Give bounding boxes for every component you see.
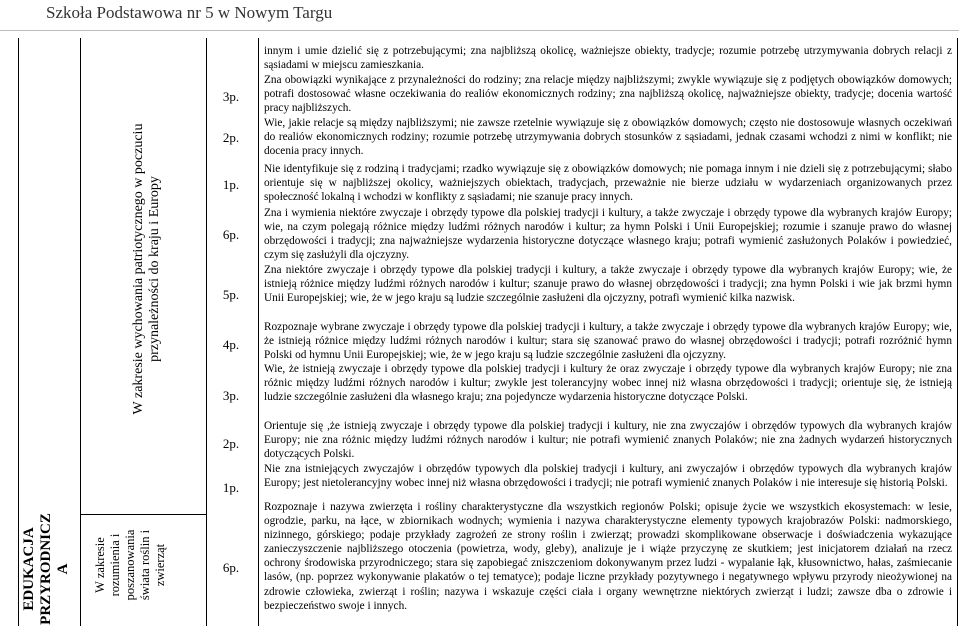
criteria-text: Zna obowiązki wynikające z przynależności do rodziny; zna relacje między najbliższymi; zwykle wywiązuje się z podjętych obowiązków domowych; potrafi dostosować własne oczekiwania do realiów ekonomicznych rodziny; zna najbliższą okolicę, najważniejsze obiekty, tradycje; docenia wartość pracy najbliższych. — [264, 74, 952, 115]
criteria-text: Nie zna istniejących zwyczajów i obrzędów typowych dla polskiej tradycji i kultury, ani zwyczajów i obrzędów typowych dla wybranych krajów Europy; jest nietolerancyjny wobec innej niż własna obrzędowości i tradycji; nie potrafi wymienić znanych Polaków i nie interesuje się historią Polski. — [264, 463, 952, 490]
criteria-text: Zna i wymienia niektóre zwyczaje i obrzędy typowe dla polskiej tradycji i kultury, a także zwyczaje i obrzędy typowe dla wybranych krajów Europy; wie, na czym polegają różnice między ludźmi różnych narodów i kultur; za hymn Polski i Unii Europejskiej; rozumie i szanuje prawo do własnej obrzędowości i tradycji; zna najważniejsze wydarzenia historyczne dotyczące własnego kraju; potrafi wymienić zasłużonych Polaków i powiedzieć, czym się zasłużyli dla ojczyzny. — [264, 207, 952, 262]
table-border-right — [957, 38, 958, 626]
grade-label: 3p. — [222, 388, 240, 403]
criteria-text: Orientuje się ,że istnieją zwyczaje i obrzędy typowe dla polskiej tradycji i kultury, nie zna zwyczajów i obrzędów typowych dla wybranych krajów Europy; nie zna różnic między ludźmi różnych narodów i kultur; nie potrafi wymienić znanych Polaków; nie zna żadnych wydarzeń historycznych dotyczących Polski. — [264, 420, 952, 461]
criteria-text: innym i umie dzielić się z potrzebującymi; zna najbliższą okolicę, ważniejsze obiekty, tradycje; rozumie potrzebę utrzymywania dobrych relacji z sąsiadami w miejscu zamieszkania. — [264, 45, 952, 72]
grade-label: 5p. — [222, 287, 240, 302]
table-border-left — [18, 38, 19, 626]
grade-label: 1p. — [222, 480, 240, 495]
grade-label: 2p. — [222, 436, 240, 451]
patriotic-education-label: W zakresie wychowania patriotycznego w poczuciu przynależności do kraju i Europy — [131, 123, 162, 415]
criteria-text: Zna niektóre zwyczaje i obrzędy typowe dla polskiej tradycji i kultury, a także zwyczaje i obrzędy typowe dla wybranych krajów Europy; wie, że istnieją różnice między ludźmi różnych narodów i kultur; szanuje prawo do własnej obrzędowości i tradycji; zna hymn Polski i wie jak brzmi hymn Unii Europejskiej; wie, że w jego kraju są ludzie szczególnie zasłużeni dla ojczyzny, potrafi wymienić kilka nazwisk. — [264, 264, 952, 305]
grade-label: 2p. — [222, 130, 240, 145]
column-divider-grade — [258, 38, 259, 626]
criteria-text: Wie, jakie relacje są między najbliższymi; nie zawsze rzetelnie wywiązuje się z obowiązków domowych; często nie dostosowuje własnych oczekiwań do realiów ekonomicznych rodziny; rozumie potrzebę utrzymywania dobrych stosunków z sąsiadami, jednak czasami wchodzi z nimi w konflikt; nie docenia pracy innych. — [264, 117, 952, 158]
criteria-text: Rozpoznaje i nazywa zwierzęta i rośliny charakterystyczne dla wszystkich regionów Polski; opisuje życie we wszystkich ekosystemach: w lesie, ogrodzie, parku, na łące, w zbiornikach wodnych; wymienia i nazywa charakterystyczne elementy typowych krajobrazów Polski: nadmorskiego, nizinnego, górskiego; podaje przykłady zagrożeń ze strony roślin i zwierząt; prowadzi skomplikowane obserwacje i doświadczenia wykazujące zanieczyszczenie najbliższego otoczenia (powietrza, wody, gleby), analizuje je i wiąże przyczynę ze skutkiem; jest inicjatorem działań na rzecz ochrony środowiska przyrodniczego; stara się zapobiegać zniszczeniom dokonywanym przez ludzi - wypalanie łąk, kłusownictwo, hałas, zaśmiecanie lasów, (np. poprzez wykonywanie plakatów o tej tematyce); podaje liczne przykłady pozytywnego i negatywnego wpływu przyrody nieożywionej na zdrowie człowieka, zwierząt i roślin; nazywa i wskazuje części ciała i organy wewnętrzne niektórych zwierząt i ludzi; zawsze dba o zdrowie i bezpieczeństwo swoje i innych. — [264, 501, 952, 612]
grade-label: 6p. — [222, 227, 240, 242]
nature-respect-label: W zakresie rozumienia i poszanowania świata roślin i zwierząt — [93, 529, 167, 601]
page-header-title: Szkoła Podstawowa nr 5 w Nowym Targu — [46, 3, 333, 22]
column-divider-area — [80, 38, 81, 626]
grade-label: 6p. — [222, 560, 240, 575]
education-area-label: EDUKACJA PRZYRODNICZ A — [21, 513, 71, 625]
column-divider-goal — [206, 38, 207, 626]
header-divider — [0, 30, 959, 31]
criteria-text: Rozpoznaje wybrane zwyczaje i obrzędy typowe dla polskiej tradycji i kultury, a także zwyczaje i obrzędy typowe dla wybranych krajów Europy; wie, że istnieją różnice między ludźmi różnych narodów i kultur; stara się szanować prawo do własnej obrzędowości i tradycji; potrafi rozróżnić hymn Polski od hymnu Unii Europejskiej; wie, że w jego kraju są ludzie szczególnie zasłużeni dla ojczyzny. — [264, 321, 952, 362]
criteria-text: Wie, że istnieją zwyczaje i obrzędy typowe dla polskiej tradycji i kultury że oraz zwyczaje i obrzędy typowe dla wybranych krajów Europy; nie zna różnic między ludźmi różnych narodów i kultur; zwykle jest tolerancyjny wobec innej niż własna obrzędowości i tradycji; orientuje się, że istnieją ludzie szczególnie zasłużeni dla własnego kraju; zna pojedyncze wydarzenia historyczne dotyczące Polski. — [264, 363, 952, 404]
grade-label: 1p. — [222, 177, 240, 192]
criteria-text: Nie identyfikuje się z rodziną i tradycjami; rzadko wywiązuje się z obowiązków domowych; nie pomaga innym i nie dzieli się z potrzebującymi; słabo orientuje się w najbliższej okolicy, ważniejszych obiektach, tradycjach, przeważnie nie bierze udziału w wydarzeniach organizowanych przez społeczność lokalną i wchodzi w konflikty z sąsiadami; nie szanuje pracy innych. — [264, 163, 952, 204]
grade-label: 4p. — [222, 337, 240, 352]
grade-label: 3p. — [222, 89, 240, 104]
